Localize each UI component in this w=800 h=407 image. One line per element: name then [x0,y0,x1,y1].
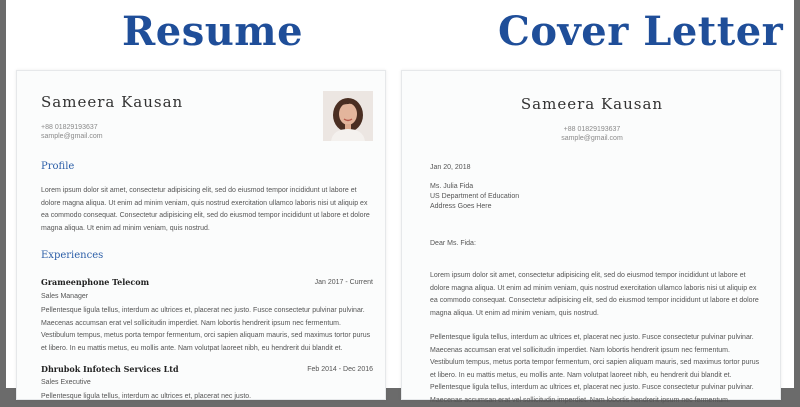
cover-phone: +88 01829193637 [563,126,621,133]
letter-date: Jan 20, 2018 [430,164,471,171]
experiences-section-title: Experiences [41,250,104,261]
resume-email: sample@gmail.com [41,133,103,140]
recipient-address: Address Goes Here [430,203,492,210]
salutation: Dear Ms. Fida: [430,240,476,247]
resume-page [16,70,386,400]
recipient-department: US Department of Education [430,193,520,200]
cover-letter-heading: Cover Letter [498,8,784,55]
job-dates: Jan 2017 - Current [314,279,373,286]
resume-name: Sameera Kausan [41,93,184,111]
resume-heading: Resume [122,8,304,55]
job-description: Pellentesque ligula tellus, interdum ac ultrices et, placerat nec justo. Fusce consectetur pulvinar pulvinar. Maecenas accumsan erat vel sollicitudin imperdiet. Nam lobortis hendrerit ipsum nec fermentum. Vestibulum tempus, metus porta tempor fermentum, orci sapien aliquam mauris, sed maximus tortor purus et libero. In eu mattis metus, eu mollis ante. Nam volutpat laoreet nibh, eu hendrerit dui blandit et. [41,307,371,352]
cover-letter-page [401,70,781,404]
letter-paragraph: Lorem ipsum dolor sit amet, consectetur adipisicing elit, sed do eiusmod tempor incididunt ut labore et dolore magna aliqua. Ut enim ad minim veniam, quis nostrud exercitation ullamco laboris nisi ut aliquip ex ea commodo consequat. Consectetur adipisicing elit, sed do eiusmod tempor incididunt ut labore et dolore magna aliqua. Ut enim ad minim veniam, quis nostrud. [430,272,759,317]
cover-name: Sameera Kausan [520,95,664,113]
job-company: Dhrubok Infotech Services Ltd [41,364,179,374]
profile-text: Lorem ipsum dolor sit amet, consectetur adipisicing elit, sed do eiusmod tempor incididunt ut labore et dolore magna aliqua. Ut enim ad minim veniam, quis nostrud exercitation ullamco laboris nisi ut aliquip ex ea commodo consequat. Consectetur adipisicing elit, sed do eiusmod tempor incididunt ut labore et dolore magna aliqua. Ut enim ad minim veniam, quis nostrud. [41,187,370,232]
job-description: Pellentesque ligula tellus, interdum ac ultrices et, placerat nec justo. [41,393,252,400]
job-dates: Feb 2014 - Dec 2016 [307,366,373,373]
profile-section-title: Profile [41,161,75,172]
job-role: Sales Executive [41,379,91,386]
preview-canvas [6,0,794,404]
resume-phone: +88 01829193637 [41,124,98,131]
job-role: Sales Manager [41,293,89,300]
letter-paragraph: Pellentesque ligula tellus, interdum ac ultrices et, placerat nec justo. Fusce consectetur pulvinar pulvinar. Maecenas accumsan erat vel sollicitudin imperdiet. Nam lobortis hendrerit ipsum nec fermentum. Vestibulum tempus, metus porta tempor fermentum, orci sapien aliquam mauris, sed maximus tortor purus et libero. In eu mattis metus, eu mollis ante. Nam volutpat laoreet nibh, eu hendrerit dui blandit et. Pellentesque ligula tellus, interdum ac ultrices et, placerat nec justo. Fusce consectetur pulvinar pulvinar. Maecenas accumsan erat vel sollicitudin imperdiet. Nam lobortis hendrerit ipsum nec fermentum. [430,334,760,404]
profile-photo-avatar [323,91,373,141]
recipient-name: Ms. Julia Fida [430,183,474,190]
cover-email: sample@gmail.com [561,135,623,142]
portrait-icon [323,91,373,141]
job-company: Grameenphone Telecom [41,277,150,287]
